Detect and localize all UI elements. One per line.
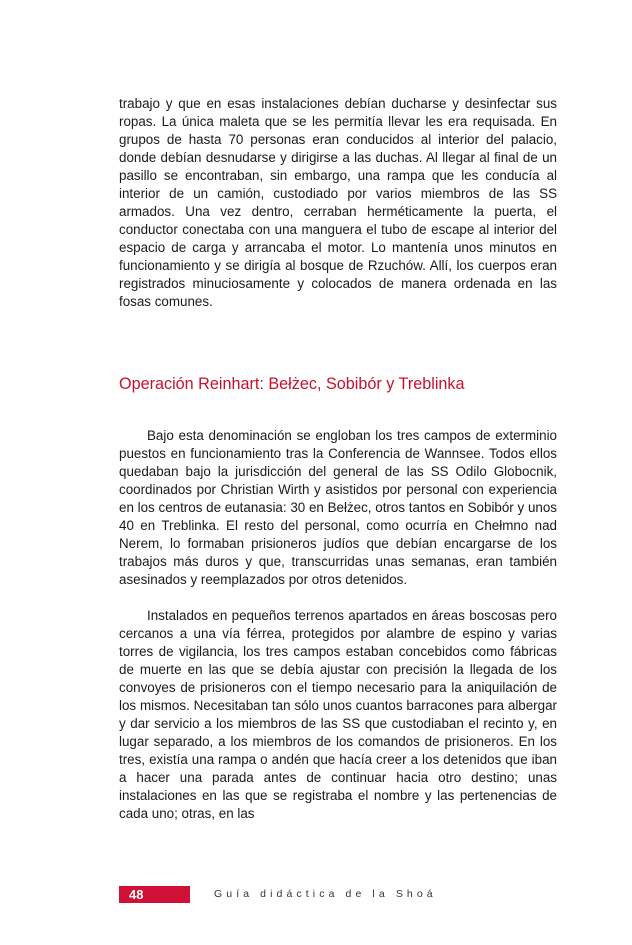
paragraph: Bajo esta denominación se engloban los tres campos de exterminio puestos en funcionamiento tras la Conferencia de Wannsee. Todos ellos quedaban bajo la jurisdicción del general de las SS Odilo Globocnik, coordinados por Christian Wirth y asistidos por personal con experiencia en los centros de eutanasia: 30 en Bełżec, otros tantos en Sobibór y unos 40 en Treblinka. El resto del personal, como ocurría en Chełmno nad Nerem, lo formaban prisioneros judíos que debían encargarse de los trabajos más duros y que, transcurridas unas semanas, eran también asesinados y reemplazados por otros detenidos. xyxy=(119,428,557,587)
body-column xyxy=(119,95,557,311)
section-heading: Operación Reinhart: Bełżec, Sobibór y Treblinka xyxy=(119,375,465,393)
paragraph: Instalados en pequeños terrenos apartados en áreas boscosas pero cercanos a una vía férrea, protegidos por alambre de espino y varias torres de vigilancia, los tres campos estaban concebidos como fábricas de muerte en las que se debía ajustar con precisión la llegada de los convoyes de prisioneros con el tiempo necesario para la aniquilación de los mismos. Necesitaban tan sólo unos cuantos barracones para albergar y dar servicio a los miembros de las SS que custodiaban el recinto y, en lugar separado, a los miembros de los comandos de prisioneros. En los tres, existía una rampa o andén que hacía creer a los detenidos que iban a hacer una parada antes de continuar hacia otro destino; unas instalaciones en las que se registraba el nombre y las pertenencias de cada uno; otras, en las xyxy=(119,608,557,821)
running-footer-title: Guía didáctica de la Shoá xyxy=(214,888,437,900)
continued-paragraph: trabajo y que en esas instalaciones debían ducharse y desinfectar sus ropas. La única maleta que se les permitía llevar les era requisada. En grupos de hasta 70 personas eran conducidos al interior del palacio, donde debían desnudarse y dirigirse a las duchas. Al llegar al final de un pasillo se encontraban, sin embargo, una rampa que les conducía al interior de un camión, custodiado por varios miembros de las SS armados. Una vez dentro, cerraban herméticamente la puerta, el conductor conectaba con una manguera el tubo de escape al interior del espacio de carga y arrancaba el motor. Lo mantenía unos minutos en funcionamiento y se dirigía al bosque de Rzuchów. Allí, los cuerpos eran registrados minuciosamente y colocados de manera ordenada en las fosas comunes. xyxy=(119,96,557,309)
page-footer xyxy=(119,886,569,903)
section-body xyxy=(119,427,557,841)
page-number-badge: 48 xyxy=(119,886,190,903)
